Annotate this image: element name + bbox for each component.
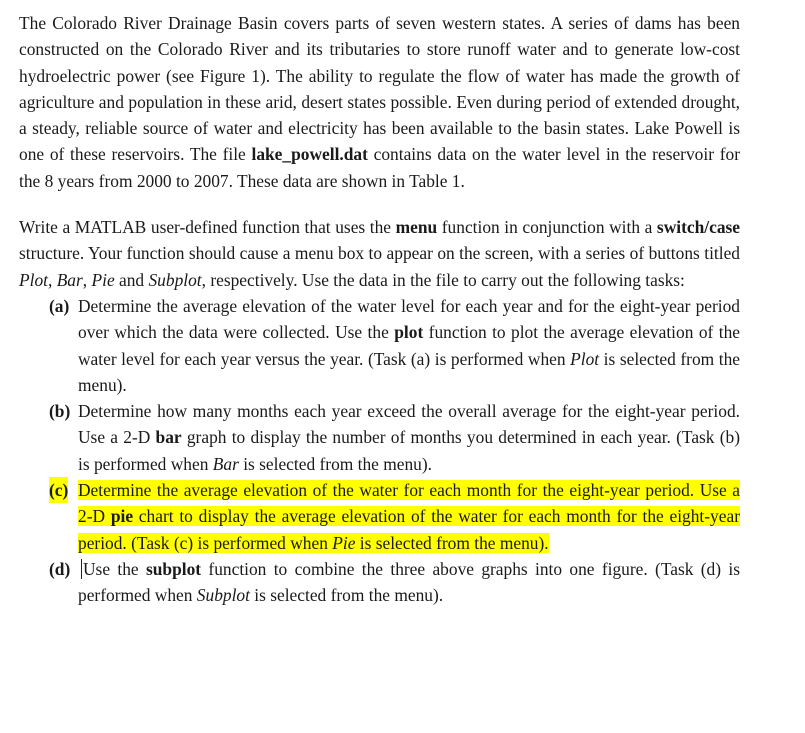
task-d-option: Subplot [196, 585, 250, 606]
task-label-b: (b) [49, 401, 71, 422]
intro-paragraph [19, 10, 740, 194]
instructions-text-3: structure. Your function should cause a menu box to appear on the screen, with a series of buttons titled [19, 243, 740, 264]
task-label-d: (d) [49, 558, 71, 579]
task-c-highlight [78, 480, 740, 553]
switch-case-keyword: switch/case [656, 217, 740, 238]
comma-1: , [47, 269, 57, 290]
task-a [19, 293, 740, 398]
and-word: and [114, 269, 149, 290]
task-b-option: Bar [212, 453, 239, 474]
task-b-text-1: Determine how many months each year exceed the overall average for the eight-year period. Use a 2-D [78, 401, 740, 448]
task-a-function: plot [394, 322, 424, 343]
task-a-text-2: function to plot the average elevation of the water level for each year versus the year. (Task (a) is performed when [78, 322, 740, 369]
task-a-text-3: is selected from the menu). [78, 348, 741, 395]
task-c-function: pie [110, 506, 134, 527]
task-d [19, 556, 740, 609]
task-b [19, 398, 740, 477]
comma-2: , [82, 269, 92, 290]
task-d-text-3: is selected from the menu). [249, 585, 444, 606]
instructions-text-4: , respectively. Use the data in the file to carry out the following tasks: [201, 269, 685, 290]
data-filename: lake_powell.dat [251, 144, 368, 165]
plot-option: Plot [19, 269, 48, 290]
menu-keyword: menu [395, 217, 438, 238]
bar-option: Bar [56, 269, 83, 290]
instructions-text-1: Write a MATLAB user-defined function that uses the [19, 217, 396, 238]
instructions-paragraph [19, 214, 740, 293]
intro-text-2: contains data on the water level in the reservoir for the 8 years from 2000 to 2007. These data are shown in Table 1. [19, 144, 740, 191]
instructions-text-2: function in conjunction with a [437, 217, 657, 238]
task-a-text-1: Determine the average elevation of the water level for each year and for the eight-year period over which the data were collected. Use the [78, 295, 740, 343]
task-label-a: (a) [49, 295, 70, 316]
intro-text-1: The Colorado River Drainage Basin covers parts of seven western states. A series of dams has been constructed on the Colorado River and its tributaries to store runoff water and to generate low-cost hydroelectric power (see Figure 1). The ability to regulate the flow of water has made the growth of agriculture and population in these arid, desert states possible. Even during period of extended drought, a steady, reliable source of water and electricity has been available to the basin states. Lake Powell is one of these reservoirs. The file [19, 13, 740, 165]
task-b-function: bar [155, 427, 182, 448]
pie-option: Pie [91, 269, 115, 290]
task-d-text-2: function to combine the three above graphs into one figure. (Task (d) is performed when [78, 558, 740, 606]
task-b-text-3: is selected from the menu). [238, 453, 433, 474]
task-b-text-2: graph to display the number of months you determined in each year. (Task (b) is performed when [78, 427, 741, 474]
task-list [19, 293, 740, 609]
task-d-function: subplot [145, 558, 202, 579]
task-c-text-2: chart to display the average elevation of the water for each month for the eight-year period. (Task (c) is performed when [78, 506, 740, 553]
task-c [19, 477, 740, 556]
task-label-c: (c) [49, 477, 68, 503]
task-d-text-1: Use the [83, 558, 146, 579]
subplot-option: Subplot [148, 269, 202, 290]
problem-statement [19, 10, 740, 609]
task-c-text-1: Determine the average elevation of the water for each month for the eight-year period. Use a 2-D [78, 480, 740, 527]
task-c-text-3: is selected from the menu). [355, 532, 549, 553]
task-a-option: Plot [570, 348, 600, 369]
task-c-option: Pie [332, 532, 356, 553]
